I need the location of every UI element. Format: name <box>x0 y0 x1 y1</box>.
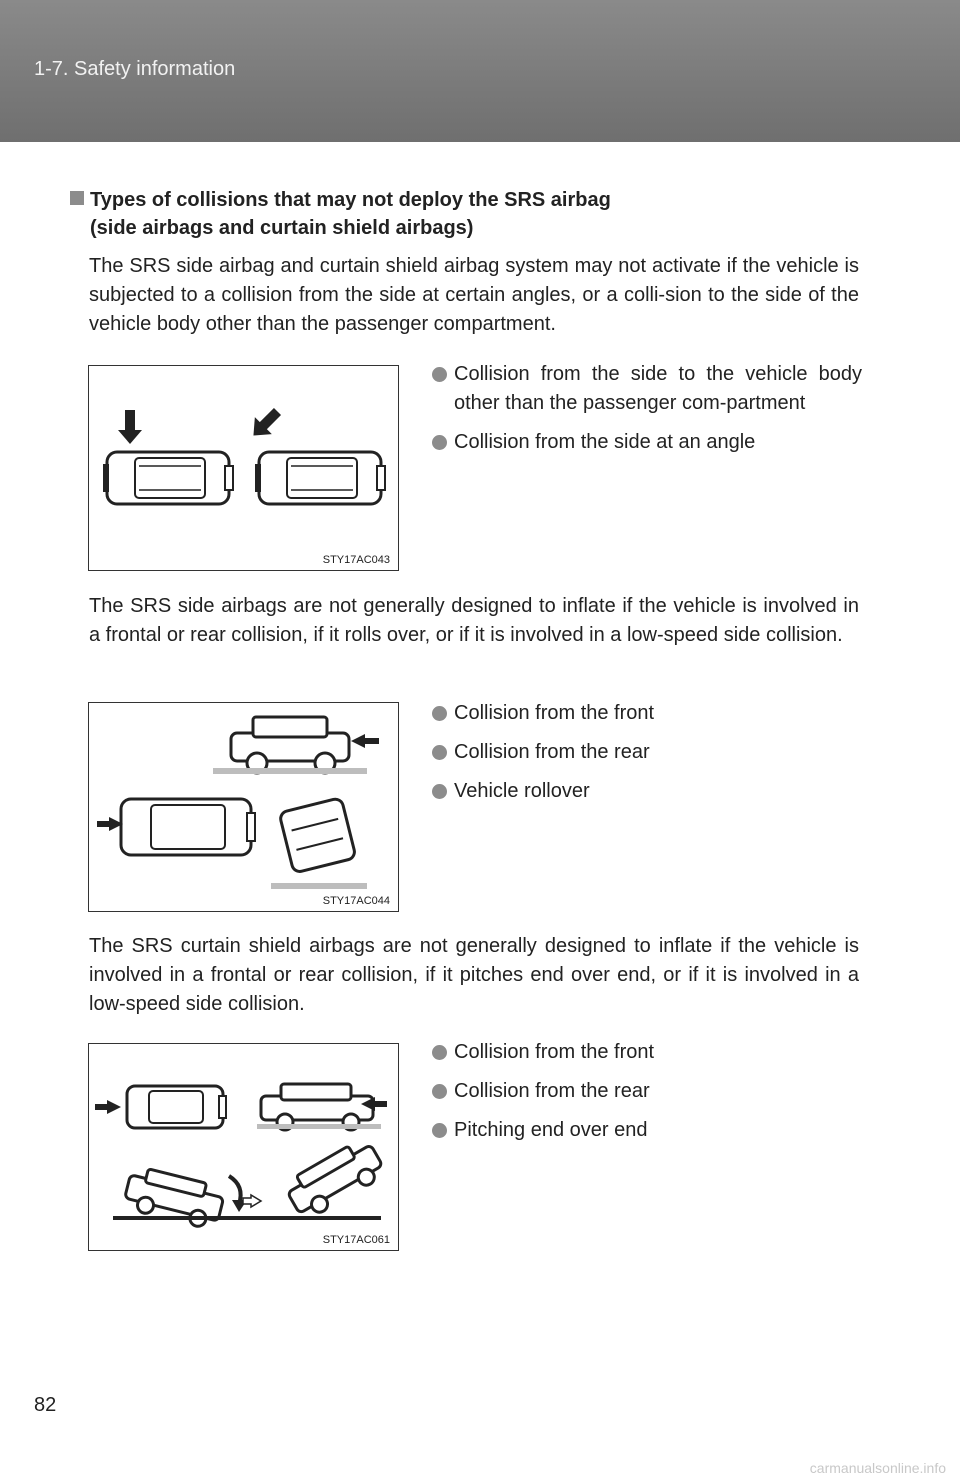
front-rear-rollover-illustration <box>89 703 398 911</box>
list-item: Collision from the side to the vehicle body other than the passenger com-partment <box>432 360 862 418</box>
figure-front-rear-pitching <box>88 1043 399 1251</box>
heading-line-1: Types of collisions that may not deploy the SRS airbag <box>90 189 611 211</box>
side-collision-illustration <box>89 366 398 570</box>
page-number: 82 <box>34 1394 57 1416</box>
bullet-list-1 <box>432 360 862 467</box>
bullet-dot-icon <box>432 745 447 760</box>
bullet-dot-icon <box>432 1045 447 1060</box>
list-item: Collision from the rear <box>432 738 862 767</box>
figure-code: STY17AC043 <box>322 554 390 566</box>
list-item: Collision from the front <box>432 1038 862 1067</box>
paragraph-1: The SRS side airbag and curtain shield airbag system may not activate if the vehicle is subjected to a collision from the side at certain angles, or a colli-sion to the side of the vehicle body other than the passenger compartment. <box>89 255 859 335</box>
bullet-dot-icon <box>432 435 447 450</box>
paragraph-2: The SRS side airbags are not generally designed to inflate if the vehicle is involved in a frontal or rear collision, if it rolls over, or if it is involved in a low-speed side collision. <box>89 595 859 646</box>
list-item: Collision from the front <box>432 699 862 728</box>
figure-code: STY17AC044 <box>322 895 390 907</box>
figure-side-collision <box>88 365 399 571</box>
bullet-dot-icon <box>432 784 447 799</box>
square-bullet-icon <box>70 191 84 205</box>
heading-line-2: (side airbags and curtain shield airbags) <box>90 217 474 239</box>
bullet-dot-icon <box>432 1084 447 1099</box>
bullet-dot-icon <box>432 1123 447 1138</box>
bullet-list-3 <box>432 1038 862 1155</box>
list-item: Collision from the rear <box>432 1077 862 1106</box>
bullet-dot-icon <box>432 367 447 382</box>
bullet-dot-icon <box>432 706 447 721</box>
list-item: Collision from the side at an angle <box>432 428 862 457</box>
list-item: Pitching end over end <box>432 1116 862 1145</box>
paragraph-3: The SRS curtain shield airbags are not generally designed to inflate if the vehicle is involved in a frontal or rear collision, if it pitches end over end, or if it is involved in a low-speed side collision. <box>89 935 859 1015</box>
figure-code: STY17AC061 <box>322 1234 390 1246</box>
watermark: carmanualsonline.info <box>809 1460 946 1476</box>
list-item: Vehicle rollover <box>432 777 862 806</box>
figure-front-rear-rollover <box>88 702 399 912</box>
page-header <box>0 0 960 142</box>
bullet-list-2 <box>432 699 862 816</box>
front-rear-pitching-illustration <box>89 1044 398 1250</box>
section-title: 1-7. Safety information <box>34 58 236 80</box>
